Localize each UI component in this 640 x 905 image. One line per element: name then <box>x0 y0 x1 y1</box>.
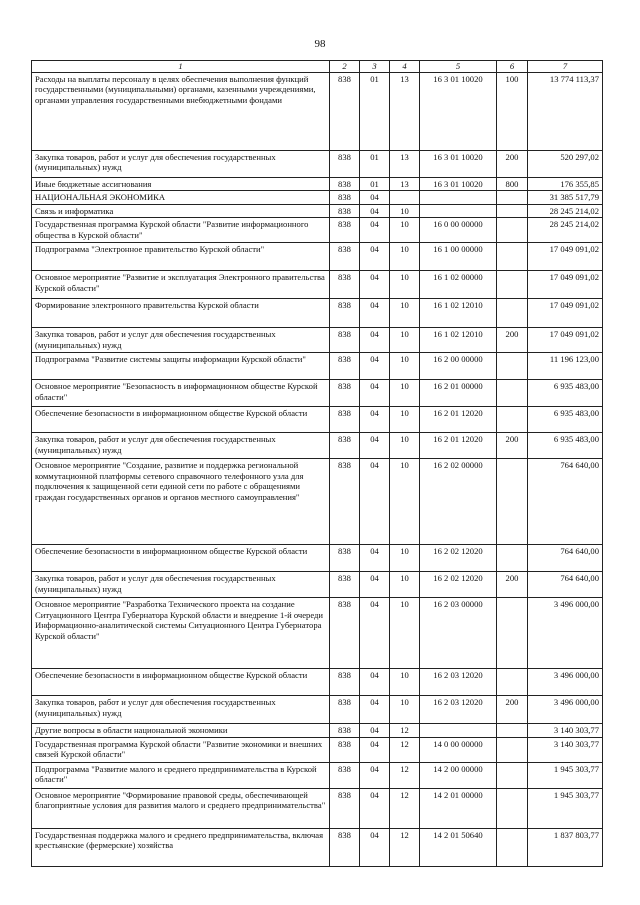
subsection-cell: 13 <box>390 72 420 150</box>
row-name-cell: Подпрограмма "Развитие малого и среднего предпринимательства в Курской области" <box>32 762 330 788</box>
grbs-cell: 838 <box>330 828 360 866</box>
expense-type-cell <box>497 724 528 738</box>
target-article-cell <box>420 724 497 738</box>
expense-type-cell <box>497 598 528 669</box>
table-row <box>32 669 603 696</box>
amount-cell: 3 496 000,00 <box>528 696 603 724</box>
amount-cell: 1 837 803,77 <box>528 828 603 866</box>
row-name-cell: Закупка товаров, работ и услуг для обеспечения государственных (муниципальных) нужд <box>32 433 330 459</box>
target-article-cell: 16 2 03 00000 <box>420 598 497 669</box>
section-cell: 04 <box>360 299 390 328</box>
expense-type-cell: 200 <box>497 150 528 177</box>
col-header: 4 <box>390 61 420 73</box>
grbs-cell: 838 <box>330 243 360 271</box>
amount-cell: 764 640,00 <box>528 545 603 572</box>
table-row <box>32 737 603 762</box>
section-cell: 01 <box>360 150 390 177</box>
grbs-cell: 838 <box>330 191 360 205</box>
section-cell: 04 <box>360 204 390 218</box>
expense-type-cell: 200 <box>497 433 528 459</box>
section-cell: 04 <box>360 459 390 545</box>
amount-cell: 1 945 303,77 <box>528 762 603 788</box>
row-name-cell: Государственная программа Курской области "Развитие экономики и внешних связей Курской области" <box>32 737 330 762</box>
section-cell: 04 <box>360 218 390 243</box>
expense-type-cell <box>497 299 528 328</box>
grbs-cell: 838 <box>330 598 360 669</box>
table-row <box>32 299 603 328</box>
subsection-cell: 10 <box>390 572 420 598</box>
amount-cell: 17 049 091,02 <box>528 271 603 299</box>
subsection-cell: 10 <box>390 299 420 328</box>
expense-type-cell: 100 <box>497 72 528 150</box>
section-cell: 04 <box>360 828 390 866</box>
section-cell: 04 <box>360 407 390 433</box>
expense-type-cell <box>497 353 528 380</box>
subsection-cell: 13 <box>390 177 420 191</box>
row-name-cell: Основное мероприятие "Разработка Технического проекта на создание Ситуационного Центра Губернатора Курской области и внедрение 1-й очереди Информационно-аналитической системы Ситуационного Центра Губернатора Курской области" <box>32 598 330 669</box>
table-row <box>32 545 603 572</box>
subsection-cell: 12 <box>390 762 420 788</box>
subsection-cell: 10 <box>390 669 420 696</box>
grbs-cell: 838 <box>330 380 360 407</box>
amount-cell: 6 935 483,00 <box>528 433 603 459</box>
table-row <box>32 459 603 545</box>
row-name-cell: Закупка товаров, работ и услуг для обеспечения государственных (муниципальных) нужд <box>32 150 330 177</box>
amount-cell: 17 049 091,02 <box>528 299 603 328</box>
table-row <box>32 72 603 150</box>
page-number: 98 <box>314 38 326 50</box>
expense-type-cell <box>497 545 528 572</box>
section-cell: 01 <box>360 72 390 150</box>
amount-cell: 3 140 303,77 <box>528 737 603 762</box>
subsection-cell: 10 <box>390 380 420 407</box>
col-header: 1 <box>32 61 330 73</box>
section-cell: 04 <box>360 433 390 459</box>
col-header: 2 <box>330 61 360 73</box>
section-cell: 04 <box>360 598 390 669</box>
target-article-cell: 16 1 00 00000 <box>420 243 497 271</box>
section-cell: 04 <box>360 191 390 205</box>
grbs-cell: 838 <box>330 72 360 150</box>
row-name-cell: Иные бюджетные ассигнования <box>32 177 330 191</box>
table-row <box>32 828 603 866</box>
table-row <box>32 724 603 738</box>
row-name-cell: Государственная поддержка малого и среднего предпринимательства, включая крестьянские (фермерские) хозяйства <box>32 828 330 866</box>
table-row <box>32 353 603 380</box>
target-article-cell: 14 0 00 00000 <box>420 737 497 762</box>
target-article-cell: 16 2 00 00000 <box>420 353 497 380</box>
amount-cell: 764 640,00 <box>528 459 603 545</box>
grbs-cell: 838 <box>330 433 360 459</box>
subsection-cell: 10 <box>390 407 420 433</box>
row-name-cell: Основное мероприятие "Безопасность в информационном обществе Курской области" <box>32 380 330 407</box>
subsection-cell: 10 <box>390 459 420 545</box>
subsection-cell: 10 <box>390 243 420 271</box>
section-cell: 04 <box>360 271 390 299</box>
table-row <box>32 218 603 243</box>
table-row <box>32 191 603 205</box>
col-header: 3 <box>360 61 390 73</box>
grbs-cell: 838 <box>330 407 360 433</box>
expense-type-cell <box>497 271 528 299</box>
table-row <box>32 598 603 669</box>
amount-cell: 13 774 113,37 <box>528 72 603 150</box>
row-name-cell: Государственная программа Курской области "Развитие информационного общества в Курской области" <box>32 218 330 243</box>
row-name-cell: Подпрограмма "Развитие системы защиты информации Курской области" <box>32 353 330 380</box>
section-cell: 04 <box>360 762 390 788</box>
target-article-cell: 16 2 03 12020 <box>420 669 497 696</box>
expense-type-cell <box>497 459 528 545</box>
target-article-cell: 14 2 00 00000 <box>420 762 497 788</box>
expense-type-cell <box>497 191 528 205</box>
target-article-cell: 14 2 01 50640 <box>420 828 497 866</box>
amount-cell: 6 935 483,00 <box>528 380 603 407</box>
table-row <box>32 328 603 353</box>
subsection-cell: 10 <box>390 545 420 572</box>
amount-cell: 3 496 000,00 <box>528 598 603 669</box>
grbs-cell: 838 <box>330 572 360 598</box>
subsection-cell: 12 <box>390 724 420 738</box>
row-name-cell: Основное мероприятие "Развитие и эксплуатация Электронного правительства Курской области" <box>32 271 330 299</box>
row-name-cell: Формирование электронного правительства Курской области <box>32 299 330 328</box>
grbs-cell: 838 <box>330 545 360 572</box>
subsection-cell: 12 <box>390 788 420 828</box>
section-cell: 04 <box>360 243 390 271</box>
expense-type-cell <box>497 407 528 433</box>
grbs-cell: 838 <box>330 150 360 177</box>
row-name-cell: Расходы на выплаты персоналу в целях обеспечения выполнения функций государственными (муниципальными) органами, казенными учреждениями, органами управления государственными внебюджетными фондами <box>32 72 330 150</box>
row-name-cell: Связь и информатика <box>32 204 330 218</box>
amount-cell: 28 245 214,02 <box>528 204 603 218</box>
table-row <box>32 150 603 177</box>
target-article-cell: 16 1 02 12010 <box>420 328 497 353</box>
table-row <box>32 407 603 433</box>
budget-table <box>31 60 603 867</box>
expense-type-cell: 800 <box>497 177 528 191</box>
section-cell: 04 <box>360 724 390 738</box>
target-article-cell: 16 1 02 12010 <box>420 299 497 328</box>
target-article-cell: 16 2 02 12020 <box>420 572 497 598</box>
expense-type-cell <box>497 204 528 218</box>
subsection-cell: 10 <box>390 328 420 353</box>
amount-cell: 6 935 483,00 <box>528 407 603 433</box>
table-row <box>32 433 603 459</box>
expense-type-cell <box>497 669 528 696</box>
amount-cell: 17 049 091,02 <box>528 243 603 271</box>
table-row <box>32 762 603 788</box>
amount-cell: 520 297,02 <box>528 150 603 177</box>
expense-type-cell <box>497 788 528 828</box>
expense-type-cell: 200 <box>497 696 528 724</box>
target-article-cell: 16 2 03 12020 <box>420 696 497 724</box>
grbs-cell: 838 <box>330 737 360 762</box>
section-cell: 04 <box>360 545 390 572</box>
target-article-cell: 16 3 01 10020 <box>420 72 497 150</box>
target-article-cell: 14 2 01 00000 <box>420 788 497 828</box>
expense-type-cell: 200 <box>497 572 528 598</box>
amount-cell: 176 355,85 <box>528 177 603 191</box>
col-header: 6 <box>497 61 528 73</box>
subsection-cell: 10 <box>390 433 420 459</box>
section-cell: 04 <box>360 572 390 598</box>
table-row <box>32 380 603 407</box>
grbs-cell: 838 <box>330 177 360 191</box>
expense-type-cell <box>497 243 528 271</box>
target-article-cell <box>420 191 497 205</box>
row-name-cell: Основное мероприятие "Создание, развитие и поддержка региональной коммутационной платформы сетевого справочного телефонного узла для подключения к защищенной сети единой сети по работе с обращениями граждан государственных органов и органов местного самоуправления" <box>32 459 330 545</box>
grbs-cell: 838 <box>330 459 360 545</box>
row-name-cell: Закупка товаров, работ и услуг для обеспечения государственных (муниципальных) нужд <box>32 572 330 598</box>
table-row <box>32 204 603 218</box>
target-article-cell: 16 2 01 00000 <box>420 380 497 407</box>
amount-cell: 1 945 303,77 <box>528 788 603 828</box>
target-article-cell: 16 2 02 12020 <box>420 545 497 572</box>
amount-cell: 764 640,00 <box>528 572 603 598</box>
target-article-cell: 16 2 02 00000 <box>420 459 497 545</box>
amount-cell: 28 245 214,02 <box>528 218 603 243</box>
col-header: 7 <box>528 61 603 73</box>
amount-cell: 11 196 123,00 <box>528 353 603 380</box>
grbs-cell: 838 <box>330 762 360 788</box>
row-name-cell: Закупка товаров, работ и услуг для обеспечения государственных (муниципальных) нужд <box>32 328 330 353</box>
subsection-cell <box>390 191 420 205</box>
subsection-cell: 10 <box>390 218 420 243</box>
amount-cell: 31 385 517,79 <box>528 191 603 205</box>
expense-type-cell <box>497 218 528 243</box>
grbs-cell: 838 <box>330 696 360 724</box>
target-article-cell: 16 0 00 00000 <box>420 218 497 243</box>
col-header: 5 <box>420 61 497 73</box>
grbs-cell: 838 <box>330 271 360 299</box>
section-cell: 04 <box>360 788 390 828</box>
subsection-cell: 12 <box>390 828 420 866</box>
subsection-cell: 13 <box>390 150 420 177</box>
subsection-cell: 10 <box>390 271 420 299</box>
section-cell: 04 <box>360 696 390 724</box>
target-article-cell: 16 2 01 12020 <box>420 407 497 433</box>
subsection-cell: 10 <box>390 696 420 724</box>
subsection-cell: 12 <box>390 737 420 762</box>
grbs-cell: 838 <box>330 204 360 218</box>
row-name-cell: НАЦИОНАЛЬНАЯ ЭКОНОМИКА <box>32 191 330 205</box>
table-row <box>32 788 603 828</box>
target-article-cell: 16 2 01 12020 <box>420 433 497 459</box>
table-row <box>32 696 603 724</box>
table-row <box>32 572 603 598</box>
subsection-cell: 10 <box>390 598 420 669</box>
grbs-cell: 838 <box>330 328 360 353</box>
amount-cell: 3 140 303,77 <box>528 724 603 738</box>
expense-type-cell <box>497 762 528 788</box>
section-cell: 04 <box>360 353 390 380</box>
target-article-cell <box>420 204 497 218</box>
grbs-cell: 838 <box>330 724 360 738</box>
expense-type-cell <box>497 828 528 866</box>
row-name-cell: Обеспечение безопасности в информационном обществе Курской области <box>32 669 330 696</box>
subsection-cell: 10 <box>390 353 420 380</box>
subsection-cell: 10 <box>390 204 420 218</box>
grbs-cell: 838 <box>330 218 360 243</box>
target-article-cell: 16 1 02 00000 <box>420 271 497 299</box>
grbs-cell: 838 <box>330 669 360 696</box>
row-name-cell: Закупка товаров, работ и услуг для обеспечения государственных (муниципальных) нужд <box>32 696 330 724</box>
amount-cell: 3 496 000,00 <box>528 669 603 696</box>
section-cell: 04 <box>360 328 390 353</box>
header-row <box>32 61 603 73</box>
target-article-cell: 16 3 01 10020 <box>420 150 497 177</box>
table-row <box>32 271 603 299</box>
section-cell: 01 <box>360 177 390 191</box>
grbs-cell: 838 <box>330 788 360 828</box>
row-name-cell: Обеспечение безопасности в информационном обществе Курской области <box>32 407 330 433</box>
section-cell: 04 <box>360 669 390 696</box>
expense-type-cell <box>497 737 528 762</box>
expense-type-cell: 200 <box>497 328 528 353</box>
grbs-cell: 838 <box>330 299 360 328</box>
amount-cell: 17 049 091,02 <box>528 328 603 353</box>
grbs-cell: 838 <box>330 353 360 380</box>
target-article-cell: 16 3 01 10020 <box>420 177 497 191</box>
row-name-cell: Обеспечение безопасности в информационном обществе Курской области <box>32 545 330 572</box>
table-row <box>32 243 603 271</box>
section-cell: 04 <box>360 380 390 407</box>
row-name-cell: Основное мероприятие "Формирование правовой среды, обеспечивающей благоприятные условия для развития малого и среднего предпринимательства" <box>32 788 330 828</box>
row-name-cell: Подпрограмма "Электронное правительство Курской области" <box>32 243 330 271</box>
table-row <box>32 177 603 191</box>
row-name-cell: Другие вопросы в области национальной экономики <box>32 724 330 738</box>
section-cell: 04 <box>360 737 390 762</box>
expense-type-cell <box>497 380 528 407</box>
